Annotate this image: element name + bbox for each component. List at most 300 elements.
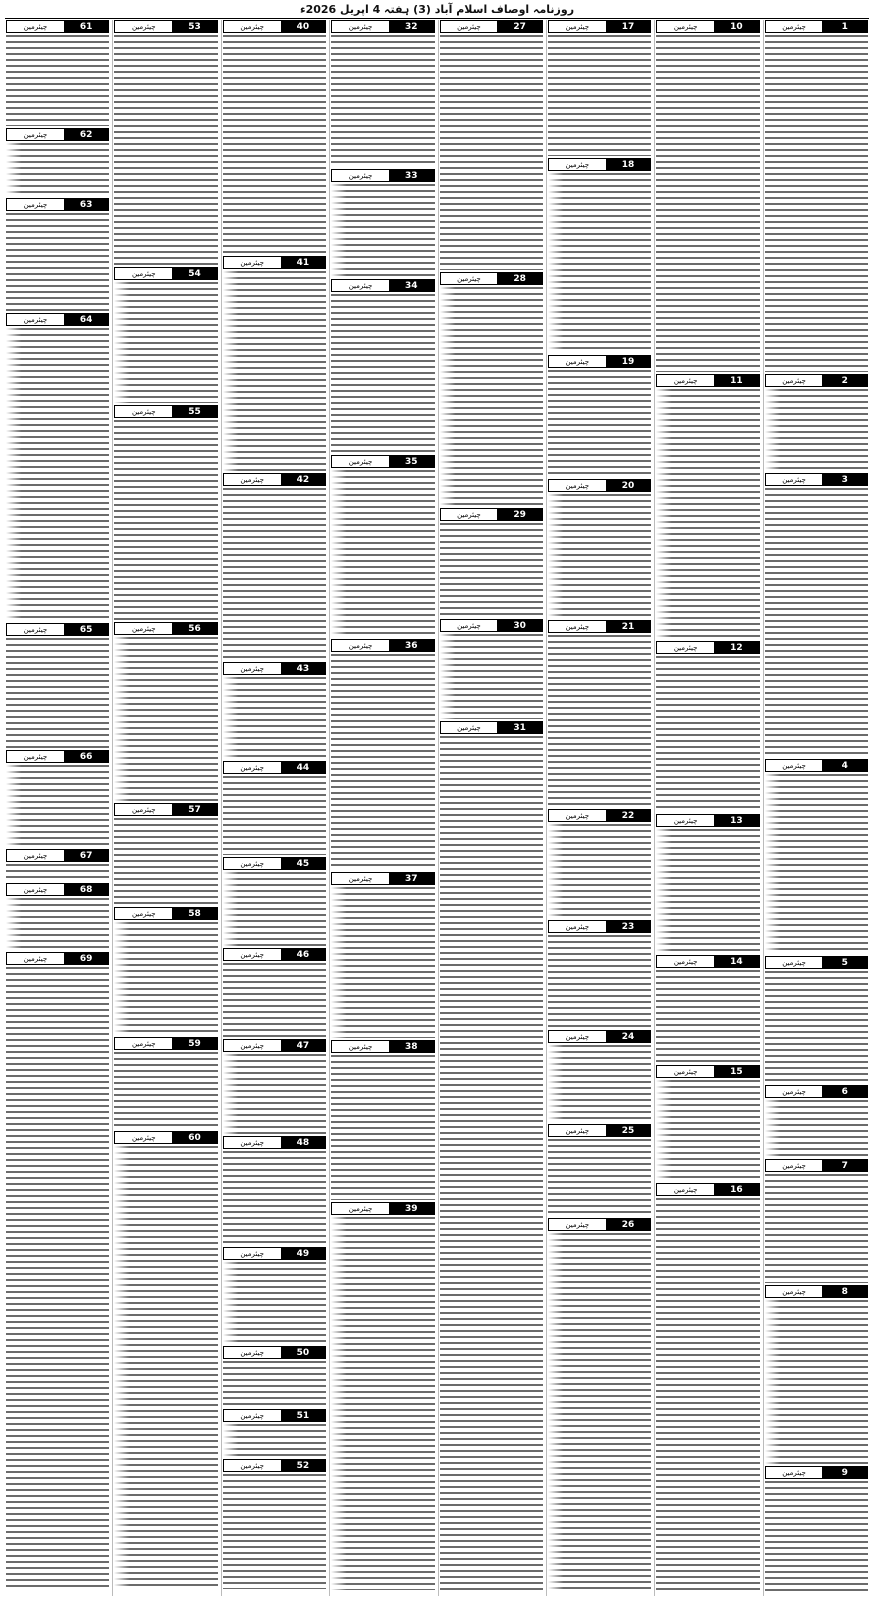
- notice-text-block: [223, 1262, 326, 1344]
- notice-item: [114, 803, 217, 905]
- notice-header: [548, 355, 651, 368]
- notice-item: [656, 20, 759, 372]
- notice-label: چیئرمین: [7, 850, 64, 861]
- notice-header: [223, 1459, 326, 1472]
- notice-item: [331, 1040, 434, 1200]
- notice-header: [765, 1285, 868, 1298]
- notice-item: [440, 619, 543, 719]
- notice-label: چیئرمین: [332, 640, 389, 651]
- notice-text-block: [6, 35, 109, 126]
- notice-item: [6, 623, 109, 748]
- notice-item: [223, 1459, 326, 1589]
- notice-item: [114, 622, 217, 801]
- notice-header: [331, 169, 434, 182]
- notice-header: [223, 948, 326, 961]
- notice-text-block: [765, 971, 868, 1083]
- notice-number: 59: [172, 1038, 217, 1049]
- notice-number: 69: [64, 953, 109, 964]
- notice-item: [548, 1030, 651, 1122]
- notice-item: [656, 641, 759, 812]
- notice-label: چیئرمین: [115, 268, 172, 279]
- notice-number: 57: [172, 804, 217, 815]
- notice-label: چیئرمین: [224, 21, 281, 32]
- masthead-text: روزنامہ اوصاف اسلام آباد (3) ہفتہ 4 اپریل 2026ء: [299, 2, 575, 16]
- notice-header: [440, 508, 543, 521]
- notice-number: 12: [714, 642, 759, 653]
- notice-text-block: [656, 1198, 759, 1590]
- notice-header: [440, 272, 543, 285]
- notice-number: 42: [281, 474, 326, 485]
- notice-number: 23: [606, 921, 651, 932]
- notice-number: 40: [281, 21, 326, 32]
- notice-text-block: [223, 1151, 326, 1245]
- notice-text-block: [6, 898, 109, 950]
- notice-label: چیئرمین: [657, 21, 714, 32]
- notice-column: [438, 20, 544, 1596]
- notice-text-block: [223, 1474, 326, 1589]
- notice-header: [6, 883, 109, 896]
- notice-text-block: [440, 287, 543, 506]
- notice-label: چیئرمین: [766, 957, 823, 968]
- notice-number: 61: [64, 21, 109, 32]
- notice-text-block: [114, 818, 217, 905]
- notice-header: [548, 1030, 651, 1043]
- notice-label: چیئرمین: [657, 956, 714, 967]
- notice-header: [223, 1039, 326, 1052]
- notice-label: چیئرمین: [441, 722, 498, 733]
- notice-item: [6, 20, 109, 126]
- notice-number: 41: [281, 257, 326, 268]
- notice-label: چیئرمین: [766, 1086, 823, 1097]
- notice-header: [223, 1346, 326, 1359]
- notice-text-block: [548, 173, 651, 353]
- notice-label: چیئرمین: [766, 375, 823, 386]
- notice-text-block: [656, 389, 759, 639]
- notice-item: [548, 20, 651, 156]
- notice-item: [440, 20, 543, 270]
- columns-container: [5, 20, 869, 1596]
- notice-label: چیئرمین: [115, 1038, 172, 1049]
- notice-header: [114, 1131, 217, 1144]
- notice-label: چیئرمین: [7, 953, 64, 964]
- notice-header: [331, 639, 434, 652]
- notice-number: 63: [64, 199, 109, 210]
- notice-header: [548, 1218, 651, 1231]
- notice-column: [329, 20, 435, 1596]
- notice-label: چیئرمین: [549, 921, 606, 932]
- notice-text-block: [331, 1055, 434, 1200]
- notice-label: چیئرمین: [7, 21, 64, 32]
- notice-number: 31: [497, 722, 542, 733]
- notice-label: چیئرمین: [549, 1031, 606, 1042]
- notice-label: چیئرمین: [115, 623, 172, 634]
- notice-number: 14: [714, 956, 759, 967]
- notice-label: چیئرمین: [224, 1040, 281, 1051]
- notice-number: 17: [606, 21, 651, 32]
- notice-item: [656, 1065, 759, 1181]
- notice-number: 20: [606, 480, 651, 491]
- notice-column: [221, 20, 327, 1596]
- notice-text-block: [765, 1300, 868, 1464]
- notice-item: [765, 1159, 868, 1283]
- notice-number: 13: [714, 815, 759, 826]
- notice-column: [112, 20, 218, 1596]
- notice-text-block: [656, 656, 759, 812]
- notice-header: [656, 374, 759, 387]
- notice-text-block: [548, 494, 651, 618]
- notice-header: [6, 623, 109, 636]
- notice-number: 36: [389, 640, 434, 651]
- notice-item: [548, 620, 651, 807]
- notice-text-block: [440, 736, 543, 1592]
- notice-item: [6, 883, 109, 950]
- notice-item: [331, 1202, 434, 1590]
- notice-text-block: [656, 829, 759, 953]
- notice-label: چیئرمین: [549, 480, 606, 491]
- notice-number: 10: [714, 21, 759, 32]
- notice-header: [223, 1136, 326, 1149]
- notice-header: [765, 1085, 868, 1098]
- notice-text-block: [114, 637, 217, 801]
- notice-text-block: [114, 922, 217, 1035]
- notice-item: [765, 956, 868, 1083]
- notice-number: 64: [64, 314, 109, 325]
- notice-item: [6, 952, 109, 1589]
- notice-item: [765, 473, 868, 757]
- notice-header: [6, 952, 109, 965]
- notice-header: [765, 1466, 868, 1479]
- notice-header: [656, 641, 759, 654]
- notice-item: [223, 1409, 326, 1457]
- notice-text-block: [114, 420, 217, 620]
- notice-text-block: [114, 1052, 217, 1129]
- notice-header: [223, 20, 326, 33]
- notice-item: [548, 479, 651, 618]
- notice-label: چیئرمین: [766, 474, 823, 485]
- notice-text-block: [765, 1481, 868, 1591]
- notice-number: 39: [389, 1203, 434, 1214]
- notice-number: 66: [64, 751, 109, 762]
- notice-label: چیئرمین: [766, 760, 823, 771]
- notice-number: 24: [606, 1031, 651, 1042]
- notice-item: [656, 1183, 759, 1590]
- notice-item: [440, 508, 543, 617]
- notice-number: 43: [281, 663, 326, 674]
- notice-number: 68: [64, 884, 109, 895]
- notice-header: [223, 473, 326, 486]
- notice-item: [114, 405, 217, 620]
- notice-number: 55: [172, 406, 217, 417]
- notice-number: 38: [389, 1041, 434, 1052]
- notice-item: [223, 857, 326, 946]
- notice-label: چیئرمین: [7, 199, 64, 210]
- notice-item: [6, 750, 109, 847]
- notice-label: چیئرمین: [7, 129, 64, 140]
- notice-text-block: [223, 1054, 326, 1134]
- notice-text-block: [656, 35, 759, 372]
- notice-header: [548, 479, 651, 492]
- notice-label: چیئرمین: [332, 21, 389, 32]
- notice-header: [331, 20, 434, 33]
- notice-header: [656, 20, 759, 33]
- notice-number: 22: [606, 810, 651, 821]
- notice-text-block: [548, 824, 651, 918]
- notice-number: 19: [606, 356, 651, 367]
- notice-item: [656, 374, 759, 639]
- notice-item: [656, 955, 759, 1063]
- notice-number: 29: [497, 509, 542, 520]
- notice-item: [6, 313, 109, 621]
- notice-header: [548, 809, 651, 822]
- notice-header: [656, 1183, 759, 1196]
- notice-number: 4: [822, 760, 867, 771]
- notice-number: 8: [822, 1286, 867, 1297]
- notice-text-block: [223, 776, 326, 855]
- notice-text-block: [548, 1139, 651, 1216]
- notice-label: چیئرمین: [224, 1248, 281, 1259]
- notice-header: [114, 267, 217, 280]
- notice-label: چیئرمین: [224, 1347, 281, 1358]
- notice-header: [331, 455, 434, 468]
- notice-header: [6, 313, 109, 326]
- notice-item: [331, 279, 434, 453]
- notice-item: [223, 948, 326, 1037]
- notice-text-block: [331, 1217, 434, 1590]
- notice-label: چیئرمین: [224, 858, 281, 869]
- notice-header: [114, 1037, 217, 1050]
- notice-header: [331, 1040, 434, 1053]
- notice-label: چیئرمین: [441, 509, 498, 520]
- notice-number: 53: [172, 21, 217, 32]
- notice-header: [440, 721, 543, 734]
- notice-label: چیئرمین: [657, 815, 714, 826]
- notice-item: [331, 872, 434, 1038]
- notice-number: 11: [714, 375, 759, 386]
- notice-label: چیئرمین: [332, 873, 389, 884]
- notice-text-block: [440, 523, 543, 617]
- notice-label: چیئرمین: [115, 21, 172, 32]
- notice-number: 30: [497, 620, 542, 631]
- notice-header: [223, 662, 326, 675]
- notice-number: 49: [281, 1248, 326, 1259]
- notice-column: [654, 20, 760, 1596]
- notice-item: [114, 907, 217, 1035]
- notice-text-block: [765, 35, 868, 372]
- notice-label: چیئرمین: [115, 406, 172, 417]
- notice-number: 6: [822, 1086, 867, 1097]
- notice-header: [114, 907, 217, 920]
- notice-number: 21: [606, 621, 651, 632]
- notice-item: [6, 128, 109, 196]
- notice-number: 15: [714, 1066, 759, 1077]
- notice-header: [548, 20, 651, 33]
- notice-header: [114, 622, 217, 635]
- notice-number: 33: [389, 170, 434, 181]
- notice-number: 26: [606, 1219, 651, 1230]
- notice-number: 58: [172, 908, 217, 919]
- notice-item: [548, 1218, 651, 1589]
- notice-label: چیئرمین: [549, 621, 606, 632]
- notice-text-block: [656, 970, 759, 1063]
- notice-number: 50: [281, 1347, 326, 1358]
- notice-label: چیئرمین: [441, 620, 498, 631]
- notice-label: چیئرمین: [549, 21, 606, 32]
- notice-header: [223, 1409, 326, 1422]
- notice-item: [765, 1466, 868, 1591]
- notice-number: 48: [281, 1137, 326, 1148]
- notice-label: چیئرمین: [332, 456, 389, 467]
- notice-item: [548, 1124, 651, 1216]
- notice-item: [331, 169, 434, 277]
- notice-header: [656, 814, 759, 827]
- notice-label: چیئرمین: [224, 762, 281, 773]
- notice-number: 16: [714, 1184, 759, 1195]
- notice-label: چیئرمین: [766, 1467, 823, 1478]
- notice-text-block: [765, 774, 868, 954]
- notice-header: [765, 473, 868, 486]
- notice-item: [114, 1131, 217, 1590]
- notice-text-block: [223, 677, 326, 759]
- notice-number: 52: [281, 1460, 326, 1471]
- notice-number: 3: [822, 474, 867, 485]
- notice-number: 47: [281, 1040, 326, 1051]
- notice-text-block: [223, 872, 326, 946]
- notice-item: [331, 455, 434, 637]
- notice-header: [765, 956, 868, 969]
- notice-number: 44: [281, 762, 326, 773]
- notice-label: چیئرمین: [7, 884, 64, 895]
- notice-label: چیئرمین: [441, 21, 498, 32]
- notice-text-block: [440, 634, 543, 719]
- notice-number: 1: [822, 21, 867, 32]
- notice-header: [6, 20, 109, 33]
- notice-text-block: [223, 488, 326, 660]
- notice-number: 5: [822, 957, 867, 968]
- notice-header: [765, 1159, 868, 1172]
- notice-number: 37: [389, 873, 434, 884]
- notice-header: [548, 158, 651, 171]
- notice-item: [765, 1285, 868, 1464]
- notice-text-block: [223, 1361, 326, 1407]
- notice-text-block: [6, 864, 109, 881]
- notice-text-block: [548, 1045, 651, 1122]
- notice-label: چیئرمین: [549, 1219, 606, 1230]
- notice-text-block: [223, 1424, 326, 1457]
- notice-label: چیئرمین: [115, 908, 172, 919]
- notice-text-block: [440, 35, 543, 270]
- notice-header: [765, 20, 868, 33]
- notice-header: [656, 1065, 759, 1078]
- notice-header: [114, 20, 217, 33]
- notice-text-block: [331, 887, 434, 1038]
- notice-number: 60: [172, 1132, 217, 1143]
- notice-number: 32: [389, 21, 434, 32]
- notice-header: [6, 198, 109, 211]
- notice-label: چیئرمین: [332, 1041, 389, 1052]
- notice-item: [331, 639, 434, 870]
- notice-label: چیئرمین: [657, 642, 714, 653]
- notice-header: [548, 920, 651, 933]
- notice-text-block: [6, 213, 109, 311]
- notice-item: [440, 272, 543, 506]
- notice-text-block: [331, 470, 434, 637]
- notice-number: 46: [281, 949, 326, 960]
- notice-text-block: [223, 271, 326, 471]
- notice-text-block: [765, 389, 868, 471]
- notice-text-block: [331, 184, 434, 277]
- notice-label: چیئرمین: [766, 21, 823, 32]
- notice-label: چیئرمین: [7, 751, 64, 762]
- notice-item: [114, 20, 217, 265]
- notice-header: [223, 761, 326, 774]
- notice-header: [6, 750, 109, 763]
- notice-label: چیئرمین: [7, 314, 64, 325]
- notice-text-block: [223, 35, 326, 254]
- notice-text-block: [548, 35, 651, 156]
- notice-number: 51: [281, 1410, 326, 1421]
- notice-label: چیئرمین: [332, 280, 389, 291]
- notice-item: [223, 1039, 326, 1134]
- notice-header: [765, 759, 868, 772]
- notice-text-block: [6, 328, 109, 621]
- notice-header: [6, 849, 109, 862]
- notice-number: 28: [497, 273, 542, 284]
- notice-number: 65: [64, 624, 109, 635]
- notice-label: چیئرمین: [115, 804, 172, 815]
- notice-item: [440, 721, 543, 1592]
- notice-header: [440, 619, 543, 632]
- notice-header: [656, 955, 759, 968]
- notice-header: [548, 620, 651, 633]
- notice-label: چیئرمین: [549, 356, 606, 367]
- notice-item: [548, 920, 651, 1028]
- notice-column: [763, 20, 869, 1596]
- notice-text-block: [548, 935, 651, 1028]
- notice-text-block: [6, 967, 109, 1589]
- notice-item: [548, 355, 651, 477]
- notice-item: [656, 814, 759, 953]
- notice-item: [765, 374, 868, 471]
- notice-label: چیئرمین: [766, 1286, 823, 1297]
- notice-text-block: [548, 635, 651, 807]
- notice-number: 67: [64, 850, 109, 861]
- notice-item: [114, 1037, 217, 1129]
- notice-label: چیئرمین: [549, 810, 606, 821]
- notice-item: [223, 1247, 326, 1344]
- notice-label: چیئرمین: [224, 1410, 281, 1421]
- notice-label: چیئرمین: [224, 1460, 281, 1471]
- notice-text-block: [765, 1174, 868, 1283]
- notice-label: چیئرمین: [549, 1125, 606, 1136]
- notice-text-block: [331, 35, 434, 167]
- notice-text-block: [331, 294, 434, 453]
- notice-text-block: [6, 638, 109, 748]
- notice-header: [331, 872, 434, 885]
- notice-header: [548, 1124, 651, 1137]
- notice-number: 45: [281, 858, 326, 869]
- notice-text-block: [331, 654, 434, 870]
- notice-header: [114, 803, 217, 816]
- notice-text-block: [6, 143, 109, 196]
- notice-number: 25: [606, 1125, 651, 1136]
- notice-header: [114, 405, 217, 418]
- notice-header: [223, 256, 326, 269]
- notice-number: 9: [822, 1467, 867, 1478]
- notice-number: 34: [389, 280, 434, 291]
- notice-text-block: [548, 1233, 651, 1589]
- notice-header: [223, 857, 326, 870]
- notice-text-block: [114, 35, 217, 265]
